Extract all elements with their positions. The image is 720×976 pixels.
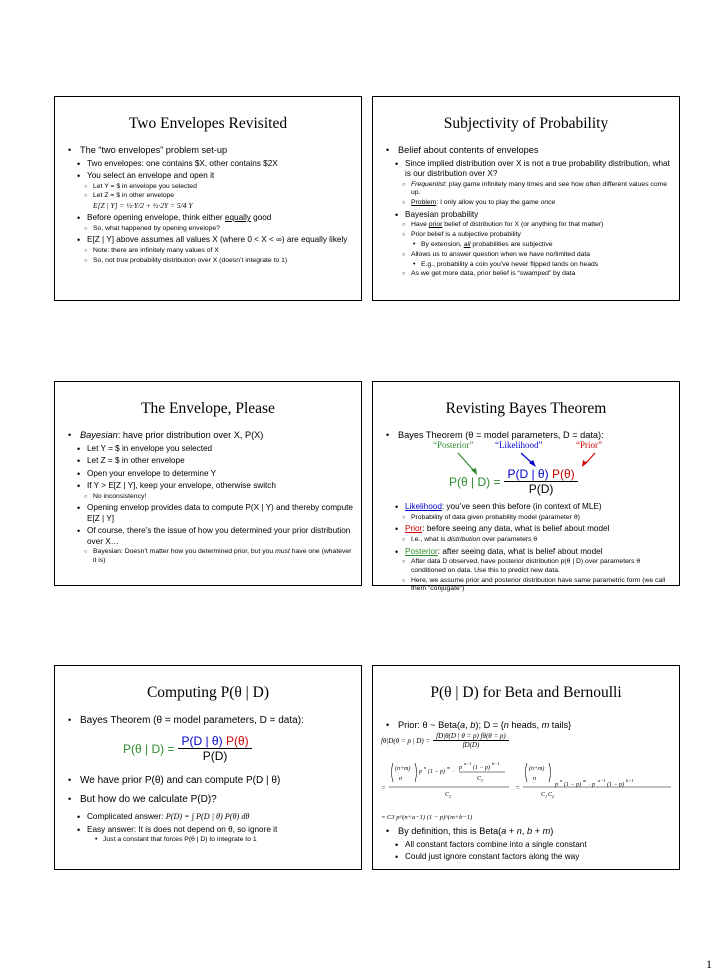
svg-text:a−1: a−1: [598, 778, 606, 783]
svg-text:b−1: b−1: [626, 778, 634, 783]
svg-text:(1 − p): (1 − p): [564, 782, 582, 788]
posterior-derivation: fθ|D(θ = p | D) = $\frac{fD|\theta(D | \theta = p) f\theta(\theta = p)}{fD(D)}$: [381, 732, 509, 749]
bullet: • Before opening envelope, think either equally good: [65, 213, 355, 224]
prior-annotation: “Prior”: [576, 440, 602, 450]
bullet: ○ So, what happened by opening envelope?: [65, 225, 355, 234]
svg-text:(n+m): (n+m): [529, 766, 545, 772]
bullet: • Bayesian: have prior distribution over X, P(X): [65, 430, 355, 442]
svg-text:C: C: [548, 792, 553, 798]
bullet: • Open your envelope to determine Y: [65, 469, 355, 480]
svg-text:p: p: [419, 769, 422, 775]
bayes-formula: [449, 467, 578, 496]
bullet: • But how do we calculate P(D)?: [65, 793, 355, 806]
slide-title: P(θ | D) for Beta and Bernoulli: [430, 684, 622, 701]
slide-beta-bernoulli: [372, 665, 680, 870]
svg-text:=: =: [381, 784, 386, 792]
integral-formula: P(D) = ∫ P(D | θ) P(θ) dθ: [165, 812, 250, 821]
bullet: • E[Z | Y] above assumes all values X (where 0 < X < ∞) are equally likely: [65, 235, 355, 246]
bullet: ○ Prior belief is a subjective probability: [383, 231, 673, 240]
slide-title: The Envelope, Please: [141, 400, 275, 417]
svg-text:n: n: [424, 765, 427, 770]
bullet: ○ Allows us to answer question when we have no/limited data: [383, 251, 673, 260]
bullet: • By extension, all probabilities are subjective: [383, 241, 673, 250]
bullet: • Could just ignore constant factors along the way: [383, 852, 673, 863]
svg-text:m: m: [583, 778, 587, 783]
svg-text:(n+m): (n+m): [395, 766, 411, 772]
bullet: ○ Probability of data given probability model (parameter θ): [383, 514, 673, 523]
bullet: ○ So, not true probability distribution over X (doesn’t integrate to 1): [65, 257, 355, 266]
bullet: • Complicated answer: P(D) = ∫ P(D | θ) P(θ) dθ: [65, 812, 355, 823]
expectation-equation: E[Z | Y] = ½·Y/2 + ½·2Y = 5/4 Y: [93, 201, 193, 211]
slide-bayes-theorem: [372, 381, 680, 593]
bullet: ○ As we get more data, prior belief is “swamped” by data: [383, 270, 673, 279]
svg-text:·: ·: [453, 769, 455, 775]
svg-text:p: p: [555, 782, 558, 788]
bullet: • Easy answer: It is does not depend on θ, so ignore it: [65, 825, 355, 836]
slide-title: Two Envelopes Revisited: [128, 115, 288, 132]
slide-two-envelopes: [54, 96, 362, 301]
bullet: • Prior: θ ~ Beta(a, b); D = {n heads, m tails}: [383, 720, 673, 732]
bullet: ○ No inconsistency!: [65, 493, 355, 502]
bullet: • We have prior P(θ) and can compute P(D | θ): [65, 774, 355, 787]
bullet: ○ Let Y = $ in envelope you selected: [65, 183, 355, 192]
bullet: ○ I.e., what is distribution over parameters θ: [383, 536, 673, 545]
bullet: • Bayes Theorem (θ = model parameters, D = data):: [65, 714, 355, 727]
bullet: • Belief about contents of envelopes: [383, 145, 673, 157]
bayes-formula: P(θ | D) = $\frac{P(D | \theta) P(\theta)}{P(D)}$: [123, 734, 252, 763]
slide-title: Revisting Bayes Theorem: [445, 400, 607, 417]
evidence-term: P(D): [528, 482, 554, 496]
bullet: • Bayesian probability: [383, 210, 673, 221]
bullet: ○ Have prior belief of distribution for X (or anything for that matter): [383, 221, 673, 230]
svg-text:C: C: [445, 792, 450, 798]
svg-text:b−1: b−1: [492, 761, 500, 766]
bullet: • Posterior: after seeing data, what is belief about model: [383, 547, 673, 558]
svg-text:· p: · p: [589, 782, 595, 788]
svg-text:=: =: [515, 784, 520, 792]
page-number: 1: [706, 957, 712, 971]
bullet: ○ Problem: I only allow you to play the game once: [383, 199, 673, 208]
likelihood-annotation: “Likelihood”: [495, 440, 543, 450]
slide-computing-posterior: [54, 665, 362, 870]
svg-text:1: 1: [481, 778, 483, 783]
slide-title: Computing P(θ | D): [146, 684, 270, 701]
bullet: • Opening envelop provides data to compute P(X | Y) and thereby compute E[Z | Y]: [65, 503, 355, 524]
svg-text:(1 − p): (1 − p): [607, 782, 625, 788]
svg-text:a−1: a−1: [464, 761, 472, 766]
bullet: • All constant factors combine into a single constant: [383, 840, 673, 851]
posterior-term: P(θ | D) =: [449, 474, 501, 489]
svg-text:p: p: [459, 765, 462, 771]
likelihood-term: P(D | θ): [507, 467, 549, 481]
slide-subjectivity: [372, 96, 680, 301]
svg-text:m: m: [447, 765, 451, 770]
svg-text:(1 − p): (1 − p): [428, 769, 446, 775]
prior-term: P(θ): [551, 467, 575, 481]
svg-text:n: n: [560, 778, 563, 783]
svg-text:C: C: [477, 776, 482, 782]
bullet: • Of course, there’s the issue of how you determined your prior distribution over X…: [65, 526, 355, 547]
slide-envelope-please: [54, 381, 362, 586]
svg-text:n: n: [399, 776, 402, 782]
bullet: • Prior: before seeing any data, what is belief about model: [383, 524, 673, 535]
bullet: ○ Note: there are infinitely many values of X: [65, 247, 355, 256]
bullet: • The “two envelopes” problem set-up: [65, 145, 355, 157]
svg-text:(1 − p): (1 − p): [473, 765, 491, 771]
bullet: • Two envelopes: one contains $X, other contains $2X: [65, 159, 355, 170]
bullet: ○ Frequentist: play game infinitely many times and see how often different values come up.: [383, 181, 673, 199]
bullet: ○ Let Z = $ in other envelope: [65, 192, 355, 201]
bullet: • E.g., probability a coin you’ve never flipped lands on heads: [383, 261, 673, 270]
bullet: ○ After data D observed, have posterior distribution p(θ | D) over parameters θ conditioned on data. Use this to predict new data.: [383, 558, 673, 576]
bullet: • By definition, this is Beta(a + n, b + m): [383, 826, 673, 838]
slide-title: Subjectivity of Probability: [443, 115, 609, 132]
svg-text:1: 1: [545, 794, 547, 799]
bullet: • Just a constant that forces P(θ | D) to integrate to 1: [65, 836, 355, 845]
bullet: • If Y > E[Z | Y], keep your envelope, otherwise switch: [65, 481, 355, 492]
svg-text:2: 2: [552, 794, 554, 799]
bullet: • Let Y = $ in envelope you selected: [65, 444, 355, 455]
bullet: • Bayes Theorem (θ = model parameters, D = data):: [383, 430, 673, 442]
bullet: • Let Z = $ in other envelope: [65, 456, 355, 467]
posterior-annotation: “Posterior”: [433, 440, 474, 450]
svg-text:n: n: [533, 776, 536, 782]
bullet: • You select an envelope and open it: [65, 171, 355, 182]
svg-text:C: C: [541, 792, 546, 798]
svg-text:2: 2: [449, 794, 451, 799]
derivation-steps: [381, 760, 671, 810]
bullet: • Likelihood: you’ve seen this before (in context of MLE): [383, 502, 673, 513]
bullet: ○ Here, we assume prior and posterior distribution have same parametric form (we call them “conjugate”): [383, 577, 673, 595]
bullet: ○ Bayesian: Doesn’t matter how you determined prior, but you must have one (whatever it is): [65, 548, 355, 566]
bullet: • Since implied distribution over X is not a true probability distribution, what is our distribution over X?: [383, 159, 673, 180]
beta-result: = C3 p^(n+a−1) (1 − p)^(m+b−1): [381, 814, 473, 821]
